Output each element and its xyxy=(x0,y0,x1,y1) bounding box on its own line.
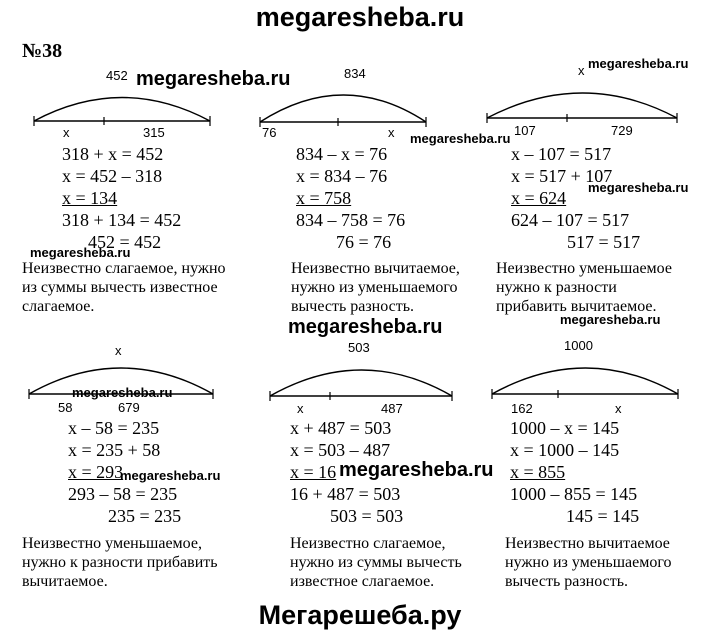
rule-1 xyxy=(22,259,226,316)
diagram-4-top-label: x xyxy=(115,343,122,358)
rule-line: нужно к разности прибавить xyxy=(22,554,218,571)
rule-line: нужно из уменьшаемого xyxy=(505,554,672,571)
equation-check-result: 517 = 517 xyxy=(567,232,641,252)
equation-check: 834 – 758 = 76 xyxy=(296,210,406,230)
rule-line: прибавить вычитаемое. xyxy=(496,298,657,315)
rule-line: слагаемое. xyxy=(22,298,95,315)
rule-line: Неизвестно вычитаемое, xyxy=(291,260,460,277)
equation: x = 1000 – 145 xyxy=(510,440,620,460)
rule-line: Неизвестно вычитаемое xyxy=(505,535,670,552)
diagram-1-left-label: x xyxy=(63,125,70,140)
watermark: megaresheba.ru xyxy=(339,459,494,481)
equation-check-result: 503 = 503 xyxy=(330,506,404,526)
diagram-5 xyxy=(268,356,456,402)
equation: x = 503 – 487 xyxy=(290,440,391,460)
site-title: megaresheba.ru xyxy=(255,2,465,32)
equation-answer: x = 16 xyxy=(290,462,337,482)
rule-6 xyxy=(505,534,672,591)
rule-line: вычитаемое. xyxy=(22,573,108,590)
rule-line: Неизвестно уменьшаемое, xyxy=(22,535,202,552)
equation: x + 487 = 503 xyxy=(290,418,392,438)
diagram-5-top-label: 503 xyxy=(348,340,370,355)
equation: x – 107 = 517 xyxy=(511,144,612,164)
rule-5 xyxy=(290,534,462,591)
equation: x = 834 – 76 xyxy=(296,166,388,186)
diagram-4-right-label: 679 xyxy=(118,400,140,415)
equations-3 xyxy=(511,143,640,253)
equation: 834 – x = 76 xyxy=(296,144,388,164)
equation-check: 16 + 487 = 503 xyxy=(290,484,401,504)
equation: x = 517 + 107 xyxy=(511,166,613,186)
diagram-5-left-label: x xyxy=(297,401,304,416)
watermark: megaresheba.ru xyxy=(588,56,689,71)
diagram-1-right-label: 315 xyxy=(143,125,165,140)
diagram-3 xyxy=(485,80,681,124)
watermark: megaresheba.ru xyxy=(288,316,443,338)
diagram-3-top-label: x xyxy=(578,63,585,78)
rule-3 xyxy=(496,259,672,316)
watermark: megaresheba.ru xyxy=(30,245,131,260)
rule-4 xyxy=(22,534,218,591)
diagram-5-right-label: 487 xyxy=(381,401,403,416)
equation: x – 58 = 235 xyxy=(68,418,160,438)
watermark: megaresheba.ru xyxy=(410,131,511,146)
rule-line: нужно к разности xyxy=(496,279,617,296)
diagram-6-left-label: 162 xyxy=(511,401,533,416)
equations-2 xyxy=(296,143,405,253)
rule-line: Неизвестно слагаемое, нужно xyxy=(22,260,226,277)
watermark: megaresheba.ru xyxy=(72,385,173,400)
rule-line: известное слагаемое. xyxy=(290,573,435,590)
equation-check: 624 – 107 = 517 xyxy=(511,210,630,230)
rule-2 xyxy=(291,259,460,316)
rule-line: вычесть разность. xyxy=(505,573,629,590)
equation: 318 + x = 452 xyxy=(62,144,164,164)
equation-answer: x = 134 xyxy=(62,188,118,208)
diagram-1 xyxy=(32,86,214,130)
rule-line: Неизвестно уменьшаемое xyxy=(496,260,672,277)
equation-answer: x = 293 xyxy=(68,462,124,482)
rule-line: из суммы вычесть известное xyxy=(22,279,218,296)
equation-check-result: 145 = 145 xyxy=(566,506,640,526)
equation-answer: x = 855 xyxy=(510,462,566,482)
diagram-2-top-label: 834 xyxy=(344,66,366,81)
diagram-4-left-label: 58 xyxy=(58,400,73,415)
rule-line: нужно из уменьшаемого xyxy=(291,279,458,296)
watermark: megaresheba.ru xyxy=(136,68,291,90)
equation-check: 318 + 134 = 452 xyxy=(62,210,182,230)
diagram-3-left-label: 107 xyxy=(514,123,536,138)
equation: x = 452 – 318 xyxy=(62,166,163,186)
diagram-2-left-label: 76 xyxy=(262,125,277,140)
equation-answer: x = 758 xyxy=(296,188,352,208)
watermark: megaresheba.ru xyxy=(560,312,661,327)
diagram-6-top-label: 1000 xyxy=(564,338,593,353)
watermark: megaresheba.ru xyxy=(120,468,221,483)
equation-check-result: 235 = 235 xyxy=(108,506,182,526)
equation-check: 1000 – 855 = 145 xyxy=(510,484,638,504)
diagram-1-top-label: 452 xyxy=(106,68,128,83)
equation-check-result: 76 = 76 xyxy=(336,232,392,252)
equations-1 xyxy=(62,143,181,253)
watermark: megaresheba.ru xyxy=(588,180,689,195)
equation-check-result: 452 = 452 xyxy=(88,232,162,252)
diagram-3-right-label: 729 xyxy=(611,123,633,138)
equation: x = 235 + 58 xyxy=(68,440,161,460)
equation-check: 293 – 58 = 235 xyxy=(68,484,178,504)
task-number: №38 xyxy=(22,40,63,62)
diagram-6-right-label: x xyxy=(615,401,622,416)
diagram-2-right-label: x xyxy=(388,125,395,140)
equation-answer: x = 624 xyxy=(511,188,567,208)
equation: 1000 – x = 145 xyxy=(510,418,620,438)
equations-6 xyxy=(510,417,639,527)
rule-line: Неизвестно слагаемое, xyxy=(290,535,446,552)
rule-line: нужно из суммы вычесть xyxy=(290,554,462,571)
site-footer: Мегарешеба.ру xyxy=(258,600,462,630)
rule-line: вычесть разность. xyxy=(291,298,415,315)
diagram-6 xyxy=(490,354,682,400)
